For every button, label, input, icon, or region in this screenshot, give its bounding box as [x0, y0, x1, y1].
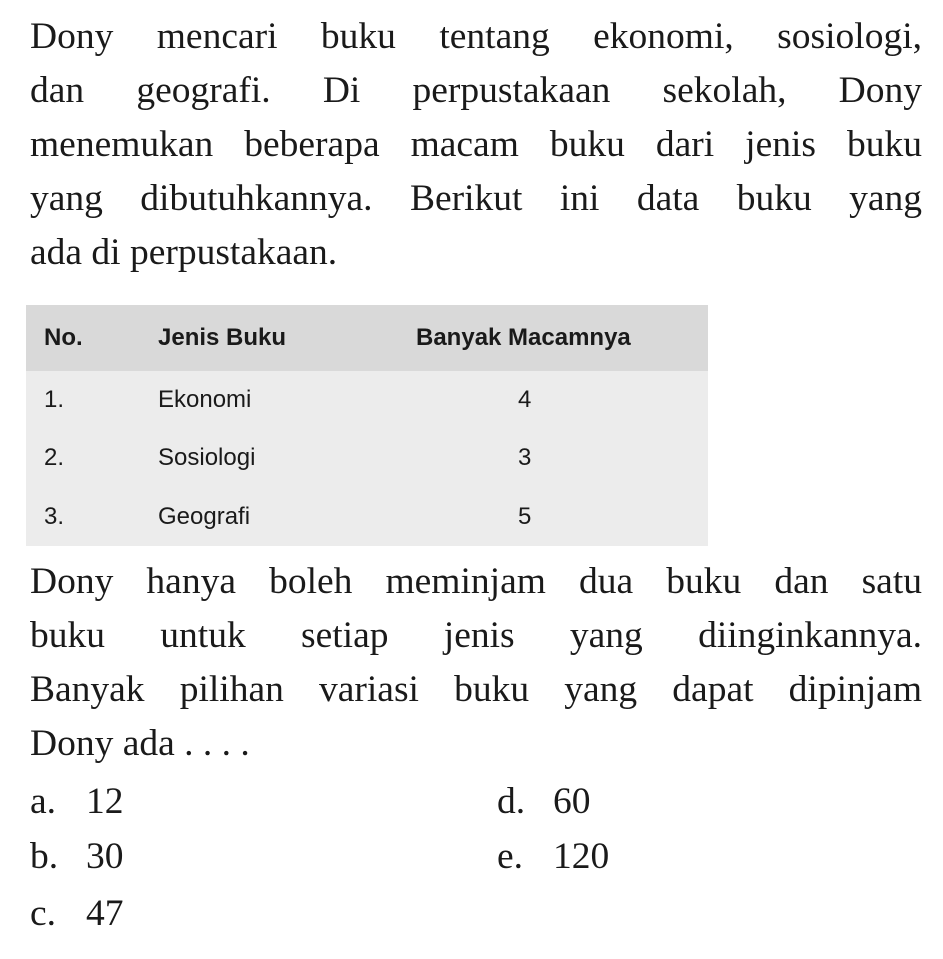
header-banyak-macamnya: Banyak Macamnya	[416, 324, 631, 351]
question-line: Dony ada . . . .	[30, 723, 250, 764]
cell-banyak: 5	[518, 502, 532, 530]
book-data-table	[26, 305, 708, 546]
question-line: Dony hanya boleh meminjam dua buku dan satu	[30, 561, 922, 602]
option-letter: c.	[30, 893, 57, 934]
option-value: 60	[553, 781, 591, 822]
option-value: 30	[86, 836, 124, 877]
cell-banyak: 4	[518, 386, 532, 414]
cell-jenis: Geografi	[158, 502, 251, 530]
intro-line: yang dibutuhkannya. Berikut ini data buku yang	[30, 178, 922, 219]
intro-line: Dony mencari buku tentang ekonomi, sosiologi,	[30, 16, 922, 57]
cell-jenis: Ekonomi	[158, 386, 252, 414]
table-row	[26, 371, 708, 429]
cell-banyak: 3	[518, 444, 532, 472]
intro-line: menemukan beberapa macam buku dari jenis buku	[30, 124, 922, 165]
table-row	[26, 429, 708, 487]
question-line: buku untuk setiap jenis yang diinginkannya.	[30, 615, 922, 656]
option-e[interactable]	[497, 835, 609, 878]
table-header-row	[26, 305, 708, 371]
option-letter: d.	[497, 781, 526, 822]
cell-no: 3.	[44, 502, 65, 530]
option-letter: b.	[30, 836, 59, 877]
header-jenis-buku: Jenis Buku	[158, 324, 287, 351]
question-paragraph	[30, 555, 922, 771]
option-c[interactable]	[30, 892, 124, 935]
header-no: No.	[44, 324, 83, 351]
option-value: 47	[86, 893, 124, 934]
option-value: 120	[553, 836, 610, 877]
intro-paragraph	[30, 10, 922, 280]
cell-jenis: Sosiologi	[158, 444, 256, 472]
option-d[interactable]	[497, 780, 591, 823]
table-row	[26, 488, 708, 546]
intro-line: dan geografi. Di perpustakaan sekolah, Dony	[30, 70, 922, 111]
cell-no: 2.	[44, 444, 65, 472]
cell-no: 1.	[44, 386, 65, 414]
option-letter: e.	[497, 836, 524, 877]
option-letter: a.	[30, 781, 57, 822]
intro-line: ada di perpustakaan.	[30, 232, 338, 273]
question-line: Banyak pilihan variasi buku yang dapat dipinjam	[30, 669, 922, 710]
option-value: 12	[86, 781, 124, 822]
option-a[interactable]	[30, 780, 124, 823]
option-b[interactable]	[30, 835, 124, 878]
